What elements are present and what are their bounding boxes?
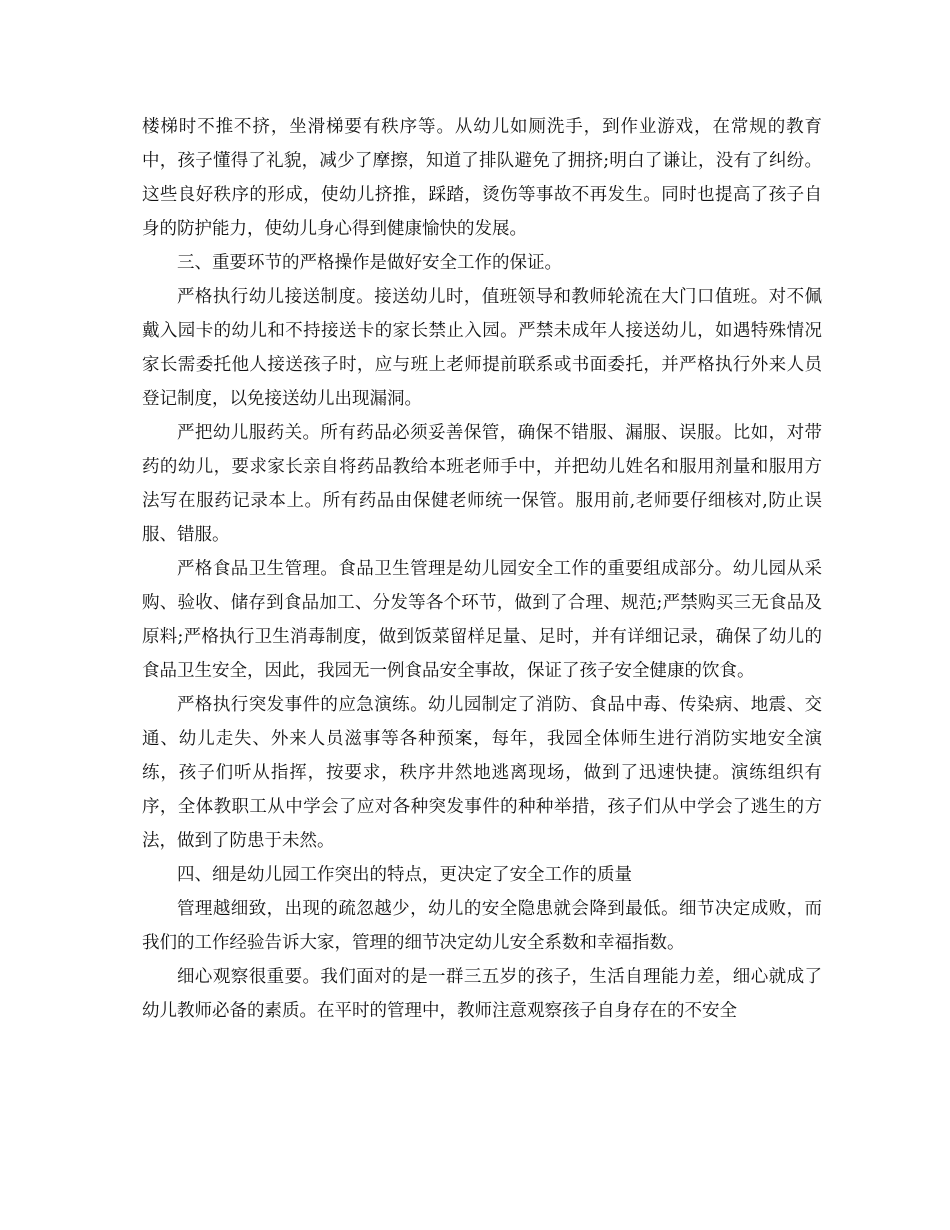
paragraph-continuation: 楼梯时不推不挤，坐滑梯要有秩序等。从幼儿如厕洗手，到作业游戏，在常规的教育中，孩子懂得了礼貌，减少了摩擦，知道了排队避免了拥挤;明白了谦让，没有了纠纷。这些良好秩序的形成，使幼儿挤推，踩踏，烫伤等事故不再发生。同时也提高了孩子自身的防护能力，使幼儿身心得到健康愉快的发展。 — [142, 117, 822, 239]
section-heading-4: 四、细是幼儿园工作突出的特点，更决定了安全工作的质量 — [177, 865, 632, 885]
paragraph-pickup-system: 严格执行幼儿接送制度。接送幼儿时，值班领导和教师轮流在大门口值班。对不佩戴入园卡的幼儿和不持接送卡的家长禁止入园。严禁未成年人接送幼儿，如遇特殊情况家长需委托他人接送孩子时，应与班上老师提前联系或书面委托，并严格执行外来人员登记制度，以免接送幼儿出现漏洞。 — [142, 287, 822, 409]
paragraph-careful-observation: 细心观察很重要。我们面对的是一群三五岁的孩子，生活自理能力差，细心就成了幼儿教师必备的素质。在平时的管理中，教师注意观察孩子自身存在的不安全 — [142, 967, 822, 1021]
document-body — [142, 110, 822, 1028]
paragraph-food-hygiene: 严格食品卫生管理。食品卫生管理是幼儿园安全工作的重要组成部分。幼儿园从采购、验收、储存到食品加工、分发等各个环节，做到了合理、规范;严禁购买三无食品及原料;严格执行卫生消毒制度，做到饭菜留样足量、足时，并有详细记录，确保了幼儿的食品卫生安全，因此，我园无一例食品安全事故，保证了孩子安全健康的饮食。 — [142, 559, 822, 681]
paragraph-medication: 严把幼儿服药关。所有药品必须妥善保管，确保不错服、漏服、误服。比如，对带药的幼儿，要求家长亲自将药品教给本班老师手中，并把幼儿姓名和服用剂量和服用方法写在服药记录本上。所有药品由保健老师统一保管。服用前,老师要仔细核对,防止误服、错服。 — [142, 423, 822, 545]
paragraph-detail-management: 管理越细致，出现的疏忽越少，幼儿的安全隐患就会降到最低。细节决定成败，而我们的工作经验告诉大家，管理的细节决定幼儿安全系数和幸福指数。 — [142, 899, 822, 953]
section-heading-3: 三、重要环节的严格操作是做好安全工作的保证。 — [177, 253, 562, 273]
paragraph-emergency-drill: 严格执行突发事件的应急演练。幼儿园制定了消防、食品中毒、传染病、地震、交通、幼儿走失、外来人员滋事等各种预案，每年，我园全体师生进行消防实地安全演练，孩子们听从指挥，按要求，秩序井然地逃离现场，做到了迅速快捷。演练组织有序，全体教职工从中学会了应对各种突发事件的种种举措，孩子们从中学会了逃生的方法，做到了防患于未然。 — [142, 695, 822, 851]
